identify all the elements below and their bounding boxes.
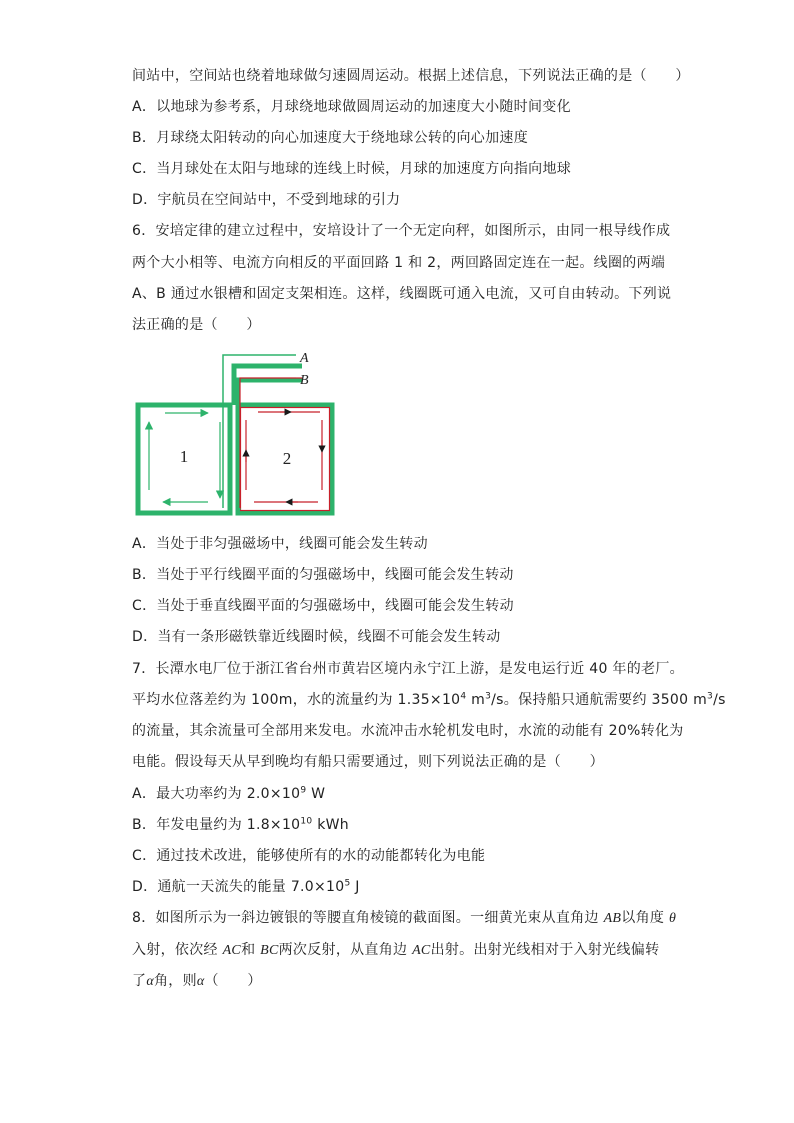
q5-option-c: C．当月球处在太阳与地球的连线上时候，月球的加速度方向指向地球 bbox=[132, 161, 572, 177]
ampere-balance-figure bbox=[130, 350, 350, 520]
q5-option-b: B．月球绕太阳转动的向心加速度大于绕地球公转的向心加速度 bbox=[132, 130, 529, 146]
q6-option-c: C．当处于垂直线圈平面的匀强磁场中，线圈可能会发生转动 bbox=[132, 598, 514, 614]
q5-option-a: A．以地球为参考系，月球绕地球做圆周运动的加速度大小随时间变化 bbox=[132, 99, 571, 115]
lead-wire-b-red bbox=[240, 378, 296, 508]
q7-stem-line-3: 的流量，其余流量可全部用来发电。水流冲击水轮机发电时，水流的动能有 20%转化为 bbox=[132, 723, 684, 739]
q6-stem-line-2: 两个大小相等、电流方向相反的平面回路 1 和 2，两回路固定连在一起。线圈的两端 bbox=[132, 255, 666, 271]
q7-option-d: D．通航一天流失的能量 $7.0\times 10^5$ J bbox=[132, 878, 360, 895]
q6-stem-line-1: 6．安培定律的建立过程中，安培设计了一个无定向秤，如图所示，由同一根导线作成 bbox=[132, 223, 671, 239]
q7-option-b: B．年发电量约为 $1.8\times 10^{10}$ kWh bbox=[132, 816, 349, 833]
loop-1-label: 1 bbox=[179, 447, 189, 466]
q6-stem-line-3: A、B 通过水银槽和固定支架相连。这样，线圈既可通入电流，又可自由转动。下列说 bbox=[132, 286, 672, 302]
q7-stem-line-2: 平均水位落差约为 100m，水的流量约为 $1.35\times 10^4$ $m^3/s$。保持船只通航需要约 3500 $m^3/s$ bbox=[132, 691, 726, 708]
q5-stem-tail: 间站中，空间站也绕着地球做匀速圆周运动。根据上述信息，下列说法正确的是（ ） bbox=[132, 68, 690, 84]
q6-option-a: A．当处于非匀强磁场中，线圈可能会发生转动 bbox=[132, 536, 428, 552]
q7-option-a: A．最大功率约为 $2.0\times 10^9$ W bbox=[132, 785, 326, 802]
q6-stem-line-4: 法正确的是（ ） bbox=[132, 317, 261, 333]
q7-stem-line-1: 7．长潭水电厂位于浙江省台州市黄岩区境内永宁江上游，是发电运行近 40 年的老厂。 bbox=[132, 661, 684, 677]
q5-option-d: D．宇航员在空间站中，不受到地球的引力 bbox=[132, 192, 401, 208]
terminal-b-label: B bbox=[300, 373, 309, 388]
q7-stem-line-4: 电能。假设每天从早到晚均有船只需要通过，则下列说法正确的是（ ） bbox=[132, 754, 604, 770]
q8-stem-line-1: 8．如图所示为一斜边镀银的等腰直角棱镜的截面图。一细黄光束从直角边 AB以角度 θ bbox=[132, 910, 677, 926]
lead-wire-b-outer bbox=[234, 366, 296, 405]
q8-stem-line-2: 入射，依次经 AC和 BC两次反射，从直角边 AC出射。出射光线相对于入射光线偏转 bbox=[132, 942, 660, 958]
q6-option-d: D．当有一条形磁铁靠近线圈时候，线圈不可能会发生转动 bbox=[132, 629, 501, 645]
lead-wire-b-inner bbox=[238, 380, 296, 510]
q8-stem-line-3: 了α角，则α（ ） bbox=[132, 973, 262, 989]
q7-option-c: C．通过技术改进，能够使所有的水的动能都转化为电能 bbox=[132, 848, 486, 864]
terminal-a-label: A bbox=[300, 351, 309, 366]
q6-option-b: B．当处于平行线圈平面的匀强磁场中，线圈可能会发生转动 bbox=[132, 567, 514, 583]
loop-2-label: 2 bbox=[282, 449, 292, 468]
